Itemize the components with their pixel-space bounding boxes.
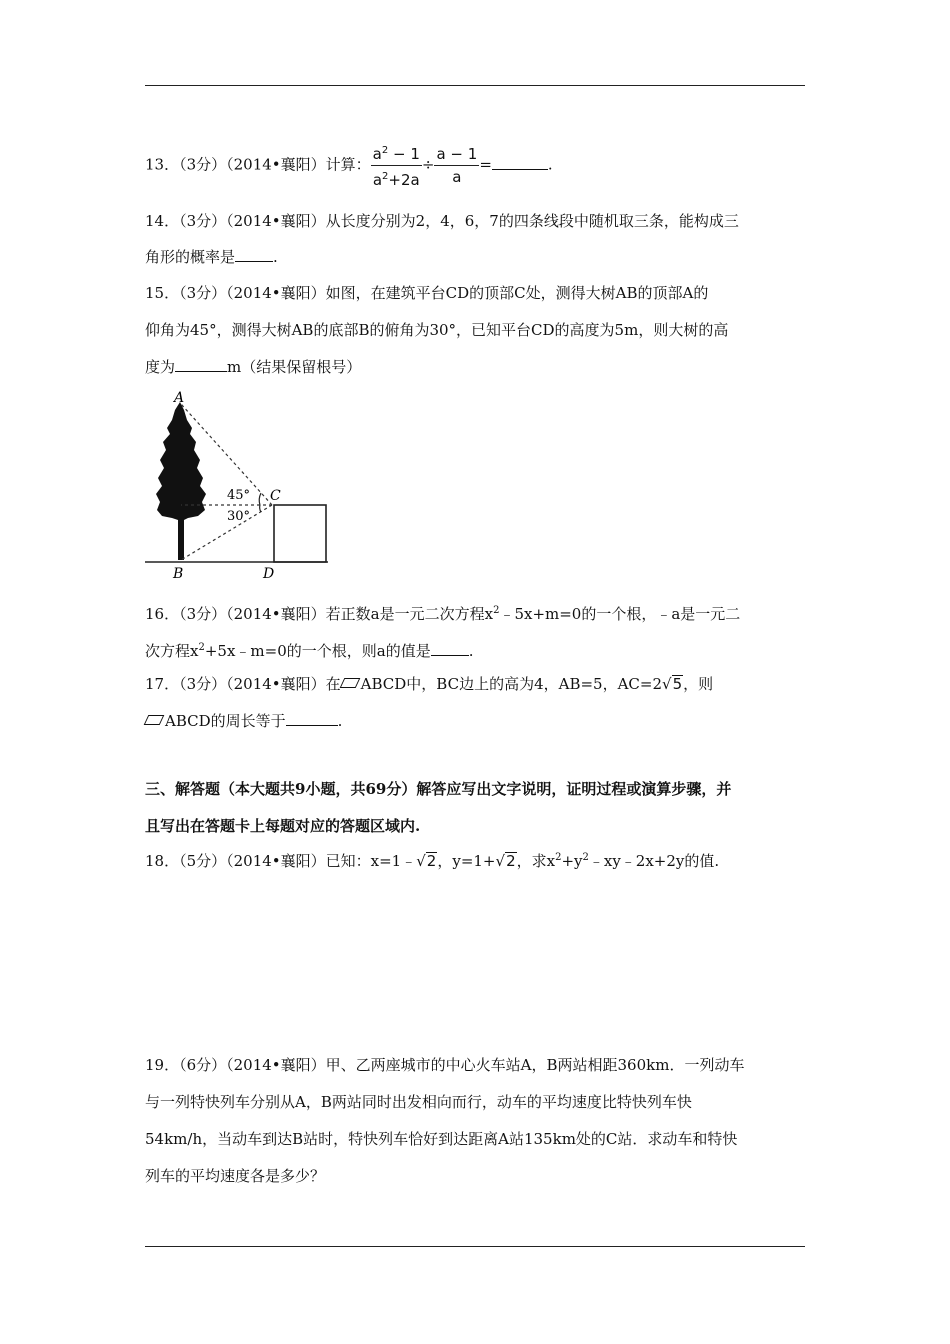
q15-line3-suffix: m（结果保留根号） bbox=[227, 358, 362, 376]
question-17-line-1 bbox=[145, 674, 713, 694]
q14-suffix: . bbox=[273, 248, 278, 266]
question-14-line-1: 14．（3分）（2014•襄阳）从长度分别为2，4，6，7的四条线段中随机取三条，能构成三 bbox=[145, 212, 739, 230]
angle-arc-30 bbox=[260, 505, 261, 512]
q16-line1-text-b: ﹣5x+m=0的一个根，﹣a是一元二 bbox=[499, 605, 741, 623]
section-3-heading-line-1: 三、解答题（本大题共9小题，共69分）解答应写出文字说明，证明过程或演算步骤，并 bbox=[145, 780, 732, 798]
q13-divide: ÷ bbox=[421, 155, 435, 174]
angle-label-30: 30° bbox=[227, 509, 251, 524]
q18-radicand-2: 2 bbox=[506, 852, 516, 870]
q13-frac1-denominator: $a^2+2a$ bbox=[372, 171, 420, 189]
section-3-heading-line-2: 且写出在答题卡上每题对应的答题区域内. bbox=[145, 817, 421, 835]
question-13 bbox=[145, 140, 553, 191]
tree-silhouette bbox=[156, 402, 206, 560]
footer-rule bbox=[145, 1246, 805, 1247]
question-19-line-3: 54km/h，当动车到达B站时，特快列车恰好到达距离A站135km处的C站．求动车和特快 bbox=[145, 1130, 738, 1148]
q17-suffix: . bbox=[337, 712, 343, 730]
label-a: A bbox=[174, 390, 185, 406]
q15-answer-blank[interactable] bbox=[175, 357, 227, 372]
q17-sqrt: √5 bbox=[662, 675, 683, 693]
question-15-line-2: 仰角为45°，测得大树AB的底部B的俯角为30°，已知平台CD的高度为5m，则大树的高 bbox=[145, 321, 729, 339]
q16-exponent-2: 2 bbox=[198, 642, 205, 653]
platform-cd bbox=[274, 505, 326, 562]
label-c: C bbox=[270, 488, 281, 504]
q13-frac1-numerator: $a^2 - 1$ bbox=[371, 140, 422, 166]
q16-line1-text-a: 16．（3分）（2014•襄阳）若正数a是一元二次方程x bbox=[145, 605, 494, 623]
q16-answer-blank[interactable] bbox=[431, 641, 469, 656]
question-14-line-2 bbox=[145, 247, 278, 267]
angle-arc-45 bbox=[259, 493, 261, 505]
q13-fraction-2 bbox=[434, 143, 479, 188]
q13-frac2-numerator: a − 1 bbox=[434, 143, 479, 166]
question-19-line-4: 列车的平均速度各是多少？ bbox=[145, 1167, 326, 1185]
q16-line2-text-b: +5x﹣m=0的一个根，则a的值是 bbox=[204, 642, 431, 660]
q14-answer-blank[interactable] bbox=[235, 247, 273, 262]
q18-exponent-1: 2 bbox=[555, 852, 562, 863]
q18-exponent-2: 2 bbox=[582, 852, 589, 863]
q13-equals: = bbox=[479, 155, 492, 174]
question-19-line-1: 19．（6分）（2014•襄阳）甲、乙两座城市的中心火车站A，B两站相距360km．一列动车 bbox=[145, 1056, 745, 1074]
q18-text-d: +y bbox=[561, 852, 583, 870]
q18-radicand-1: 2 bbox=[426, 852, 437, 870]
q15-line3-prefix: 度为 bbox=[145, 358, 176, 376]
q14-line2-text: 角形的概率是 bbox=[145, 248, 236, 266]
q18-text-b: ，y=1+ bbox=[437, 852, 496, 870]
q17-line2-text: ABCD的周长等于 bbox=[165, 712, 286, 730]
q18-text-e: ﹣xy﹣2x+2y的值. bbox=[588, 852, 720, 870]
q16-suffix: . bbox=[468, 642, 474, 660]
q13-answer-blank[interactable] bbox=[492, 155, 548, 170]
q13-fraction-1 bbox=[371, 140, 422, 191]
question-16-line-2 bbox=[145, 638, 473, 661]
question-17-line-2 bbox=[145, 711, 342, 731]
parallelogram-icon bbox=[339, 678, 360, 688]
q15-tree-platform-figure bbox=[140, 390, 340, 590]
q17-radicand: 5 bbox=[672, 675, 683, 693]
header-rule bbox=[145, 85, 805, 86]
q13-frac2-denominator: a bbox=[452, 168, 462, 186]
question-16-line-1 bbox=[145, 601, 740, 624]
q16-line2-text-a: 次方程x bbox=[145, 642, 199, 660]
q17-line1-text-c: ，则 bbox=[683, 675, 714, 693]
question-19-line-2: 与一列特快列车分别从A，B两站同时出发相向而行，动车的平均速度比特快列车快 bbox=[145, 1093, 692, 1111]
q17-line1-text-b: ABCD中，BC边上的高为4，AB=5，AC=2 bbox=[360, 675, 663, 693]
q16-exponent-1: 2 bbox=[493, 605, 500, 616]
q17-answer-blank[interactable] bbox=[286, 711, 338, 726]
question-15-line-1: 15．（3分）（2014•襄阳）如图，在建筑平台CD的顶部C处，测得大树AB的顶部A的 bbox=[145, 284, 709, 302]
q17-line1-text-a: 17．（3分）（2014•襄阳）在 bbox=[145, 675, 341, 693]
label-b: B bbox=[173, 566, 184, 582]
q18-text-a: 18．（5分）（2014•襄阳）已知：x=1﹣ bbox=[145, 852, 417, 870]
question-15-line-3 bbox=[145, 357, 361, 377]
question-18 bbox=[145, 848, 719, 871]
angle-label-45: 45° bbox=[227, 488, 251, 503]
q18-text-c: ，求x bbox=[516, 852, 556, 870]
q13-prefix: 13．（3分）（2014•襄阳）计算： bbox=[145, 155, 371, 174]
q18-sqrt-2: √2 bbox=[495, 852, 516, 870]
label-d: D bbox=[263, 566, 275, 582]
q18-sqrt-1: √2 bbox=[416, 852, 437, 870]
parallelogram-icon bbox=[144, 715, 165, 725]
q13-suffix: . bbox=[547, 155, 553, 174]
